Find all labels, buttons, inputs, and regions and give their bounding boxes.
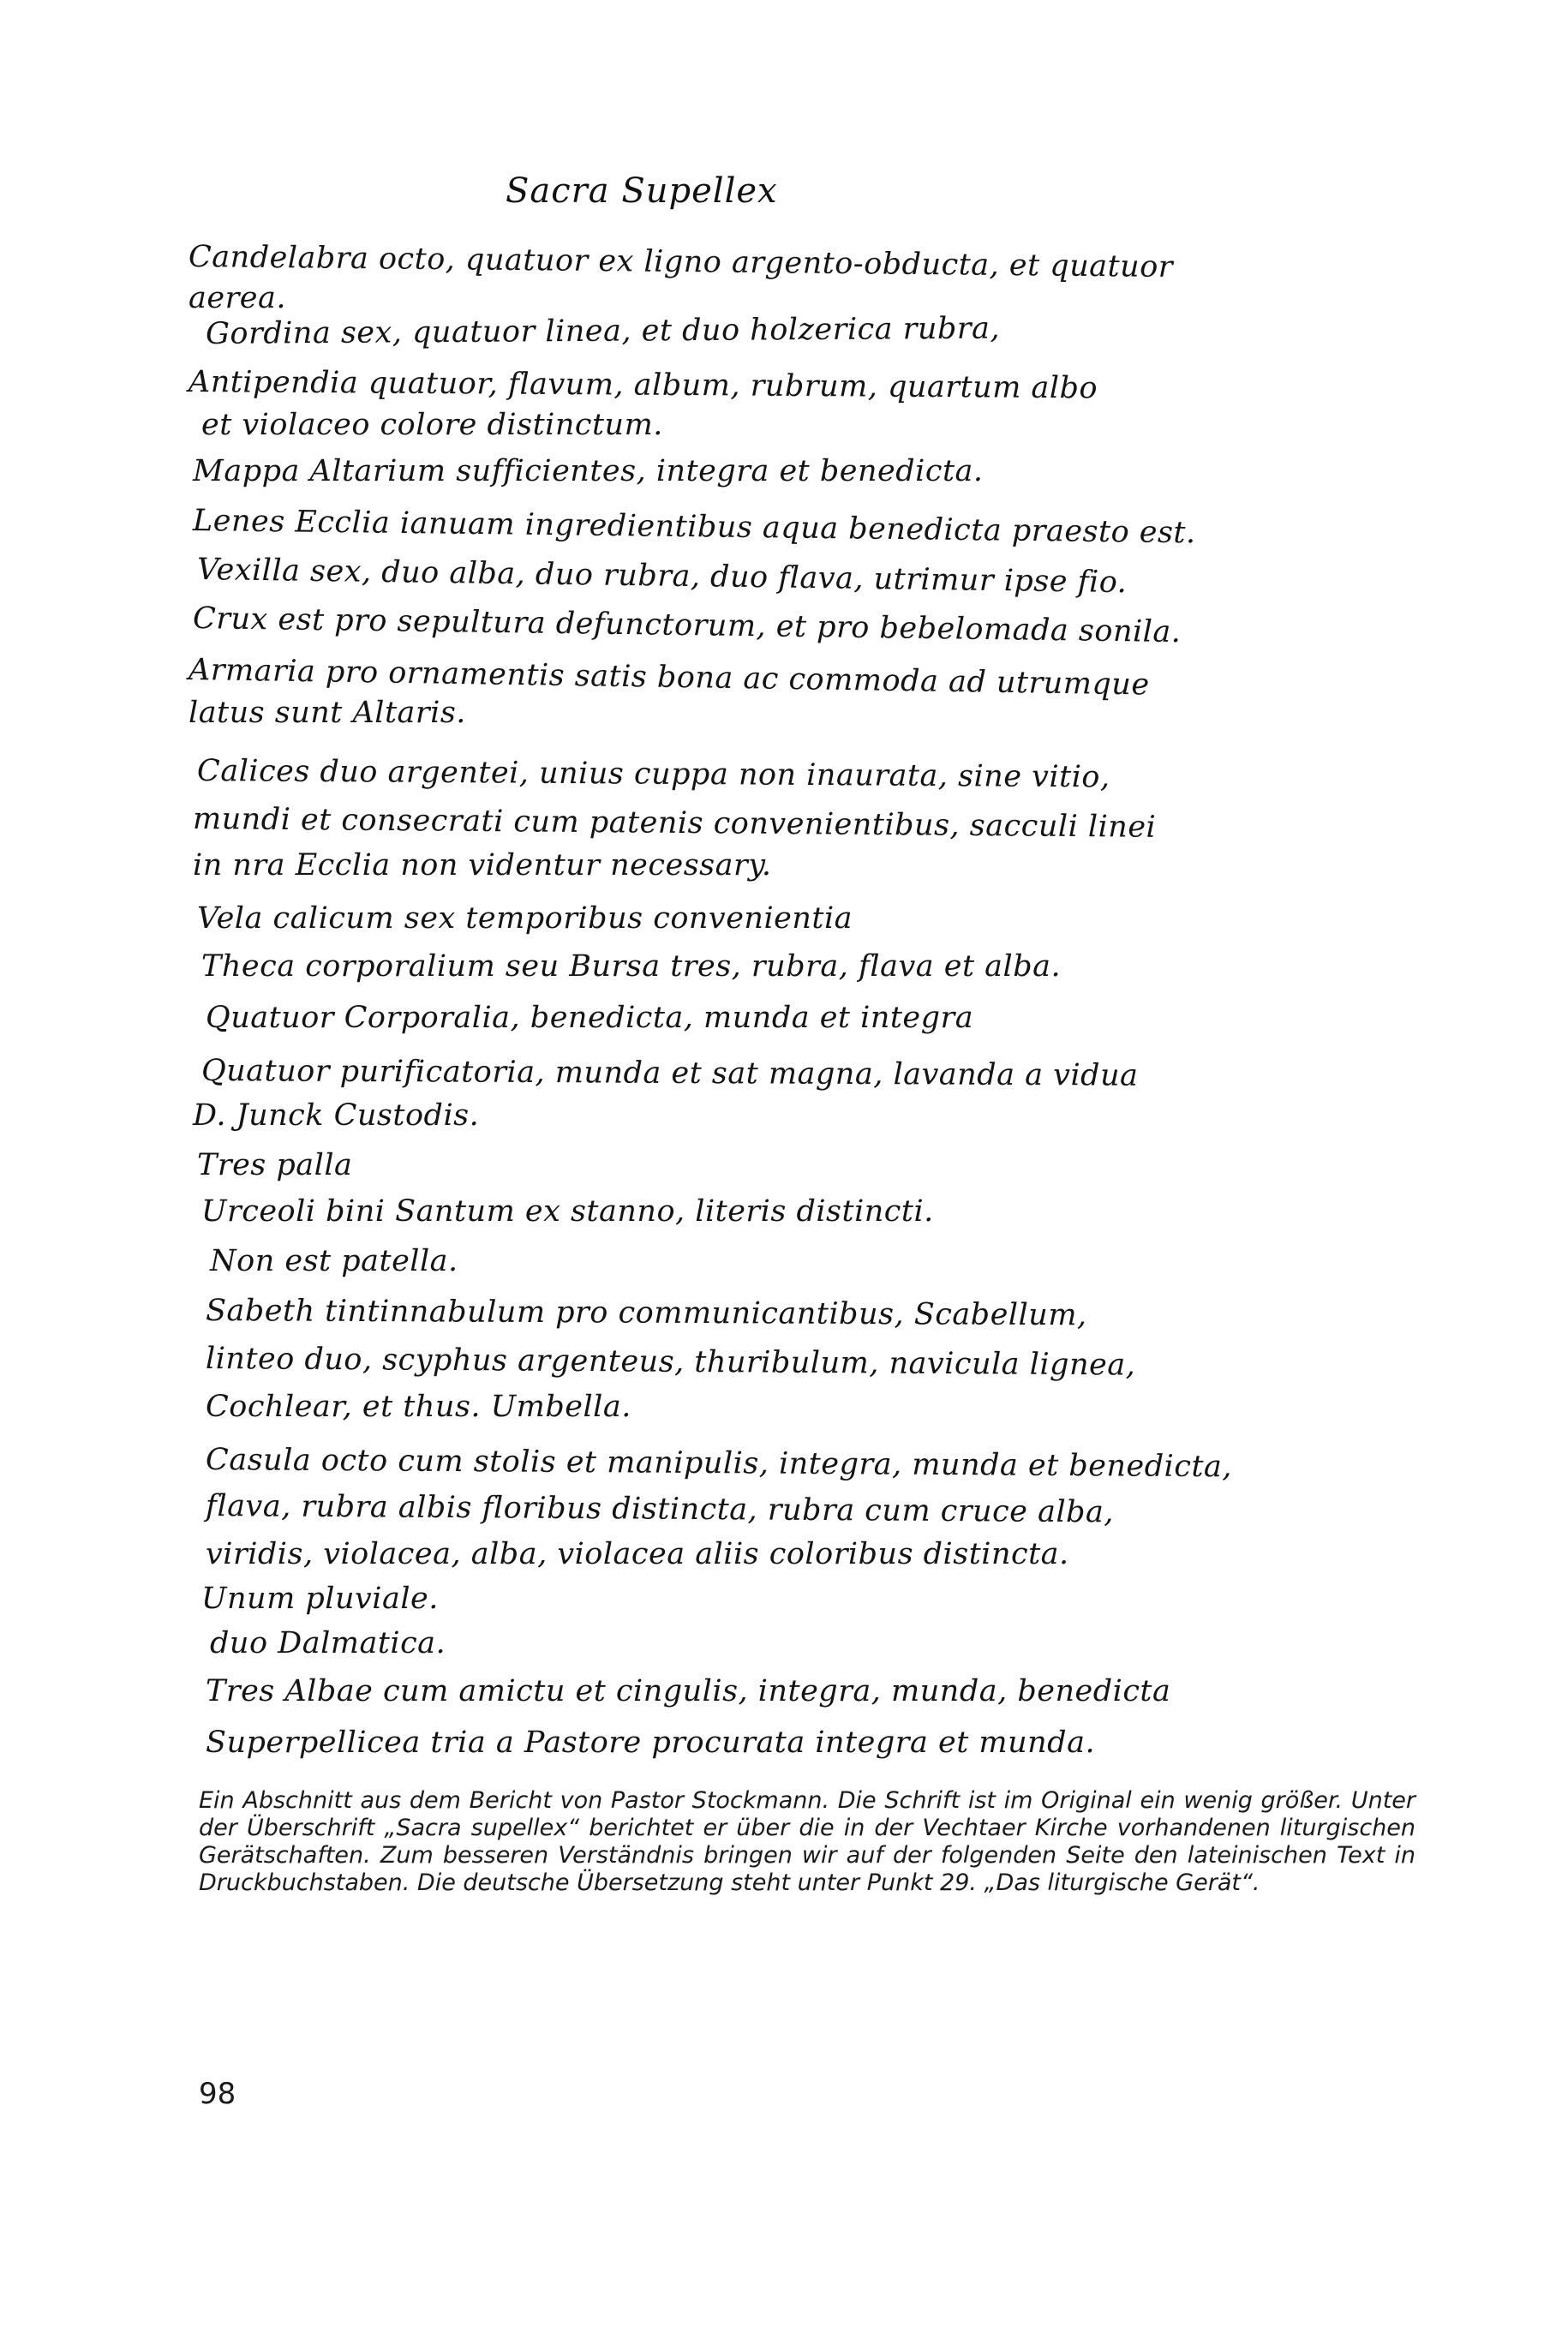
manuscript-line: Vexilla sex, duo alba, duo rubra, duo flava, utrimur ipse fio. xyxy=(196,553,1128,601)
manuscript-image xyxy=(154,163,1439,1760)
manuscript-line: Superpellicea tria a Pastore procurata integra et munda. xyxy=(206,1726,1096,1760)
manuscript-line: Sabeth tintinnabulum pro communicantibus, Scabellum, xyxy=(205,1294,1087,1333)
manuscript-line: Crux est pro sepultura defunctorum, et pro bebelomada sonila. xyxy=(192,601,1182,650)
manuscript-line: Urceoli bini Santum ex stanno, literis distincti. xyxy=(201,1194,934,1229)
manuscript-line: Calices duo argentei, unius cuppa non inaurata, sine vitio, xyxy=(196,754,1110,795)
manuscript-line: Cochlear, et thus. Umbella. xyxy=(206,1390,631,1424)
manuscript-line: D. Junck Custodis. xyxy=(193,1098,480,1133)
manuscript-line: Candelabra octo, quatuor ex ligno argento-obducta, et quatuor xyxy=(188,240,1174,285)
manuscript-line: Casula octo cum stolis et manipulis, integra, munda et benedicta, xyxy=(205,1443,1233,1485)
manuscript-line: Quatuor Corporalia, benedicta, munda et integra xyxy=(206,1001,974,1035)
manuscript-line: et violaceo colore distinctum. xyxy=(201,408,663,442)
manuscript-line: Tres palla xyxy=(197,1148,353,1182)
manuscript-line: Unum pluviale. xyxy=(201,1582,439,1616)
manuscript-line: Lenes Ecclia ianuam ingredientibus aqua benedicta praesto est. xyxy=(192,504,1196,551)
manuscript-line: Tres Albae cum amictu et cingulis, integra, munda, benedicta xyxy=(206,1674,1171,1708)
manuscript-line: linteo duo, scyphus argenteus, thuribulum, navicula lignea, xyxy=(205,1342,1136,1383)
manuscript-line: latus sunt Altaris. xyxy=(189,696,466,730)
manuscript-line: viridis, violacea, alba, violacea aliis coloribus distincta. xyxy=(206,1537,1069,1571)
page-number: 98 xyxy=(199,2077,236,2111)
manuscript-line: Gordina sex, quatuor linea, et duo holzerica rubra, xyxy=(205,311,1001,351)
figure-caption: Ein Abschnitt aus dem Bericht von Pastor Stockmann. Die Schrift ist im Original ein wenig größer. Unter der Überschrift „Sacra supellex“ berichtet er über die in der Vechtaer Kirche vorhandenen liturgischen Gerätschaften. Zum besseren Verständnis bringen wir auf der folgenden Seite den lateinischen Text in Druckbuchstaben. Die deutsche Übersetzung steht unter Punkt 29. „Das liturgische Gerät“. xyxy=(199,1787,1415,1896)
manuscript-line: flava, rubra albis floribus distincta, rubra cum cruce alba, xyxy=(205,1489,1115,1530)
manuscript-line: Vela calicum sex temporibus convenientia xyxy=(197,901,853,936)
manuscript-line: mundi et consecrati cum patenis convenientibus, sacculi linei xyxy=(192,802,1157,845)
manuscript-line: Quatuor purificatoria, munda et sat magna, lavanda a vidua xyxy=(200,1054,1139,1093)
manuscript-line: Armaria pro ornamentis satis bona ac commoda ad utrumque xyxy=(188,653,1150,703)
manuscript-line: Antipendia quatuor, flavum, album, rubrum, quartum albo xyxy=(188,365,1098,406)
manuscript-line: Theca corporalium seu Bursa tres, rubra, flava et alba. xyxy=(201,949,1062,984)
manuscript-line: Non est patella. xyxy=(210,1244,458,1278)
manuscript-line: Mappa Altarium sufficientes, integra et benedicta. xyxy=(193,454,984,488)
manuscript-line: duo Dalmatica. xyxy=(210,1626,446,1660)
manuscript-line: aerea. xyxy=(189,281,287,315)
manuscript-title: Sacra Supellex xyxy=(506,171,778,211)
manuscript-line: in nra Ecclia non videntur necessary. xyxy=(193,848,772,882)
